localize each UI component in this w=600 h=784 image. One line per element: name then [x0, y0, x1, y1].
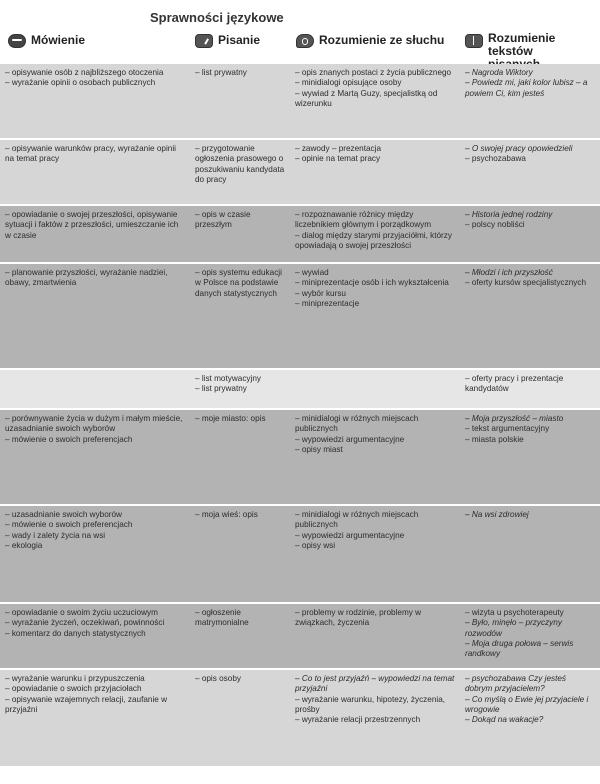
cell-listening — [295, 144, 457, 165]
cell-reading — [465, 144, 590, 165]
list-item: – opisy miast — [295, 444, 343, 454]
list-item: – opinie na temat pracy — [295, 154, 381, 164]
list-item: – wizyta u psychoterapeuty — [465, 608, 564, 617]
table-row — [0, 604, 600, 668]
list-item: – Dokąd na wakacje? — [465, 715, 544, 725]
cell-speaking — [5, 144, 183, 165]
table-row — [0, 206, 600, 262]
list-item: – wyrażanie warunku i przypuszczenia — [5, 674, 145, 683]
list-item: – mówienie o swoich preferencjach — [5, 434, 133, 444]
list-item: – rozpoznawanie różnicy między liczebnikiem głównym i porządkowym — [295, 210, 432, 230]
cell-writing — [195, 210, 285, 231]
book-reading-icon — [465, 34, 483, 48]
list-item: – planowanie przyszłości, wyrażanie nadziei, obawy, zmartwienia — [5, 268, 168, 288]
cell-speaking — [5, 210, 183, 241]
list-item: – opis osoby — [195, 674, 241, 683]
list-item: – oferty kursów specjalistycznych — [465, 278, 587, 288]
list-item: – Historia jednej rodziny — [465, 210, 553, 219]
cell-speaking — [5, 68, 183, 89]
header-speaking — [8, 30, 188, 64]
cell-writing — [195, 414, 285, 424]
list-item: – miniprezentacje osób i ich wykształcenia — [295, 278, 449, 288]
list-item: – Moja druga połowa – serwis randkowy — [465, 638, 574, 659]
list-item: – porównywanie życia w dużym i małym mieście, uzasadnianie swoich wyborów — [5, 414, 183, 434]
cell-listening — [295, 414, 457, 455]
cell-listening — [295, 68, 457, 109]
list-item: – opisywanie osób z najbliższego otoczenia — [5, 68, 164, 77]
list-item: – wyrażanie życzeń, oczekiwań, powinności — [5, 618, 165, 628]
cell-speaking — [5, 674, 183, 715]
list-item: – mówienie o swoich preferencjach — [5, 520, 133, 530]
cell-speaking — [5, 608, 183, 639]
table-row — [0, 670, 600, 766]
ear-listening-icon — [296, 34, 314, 48]
cell-writing — [195, 510, 285, 520]
cell-listening — [295, 210, 457, 251]
cell-speaking — [5, 510, 183, 551]
list-item: – opisywanie warunków pracy, wyrażanie opinii na temat pracy — [5, 144, 176, 164]
list-item: – Co myślą o Ewie jej przyjaciele i wrogowie — [465, 694, 589, 714]
table-row — [0, 506, 600, 602]
cell-reading — [465, 268, 590, 289]
list-item: – wybór kursu — [295, 288, 346, 298]
cell-speaking — [5, 414, 183, 445]
list-item: – ekologia — [5, 540, 43, 550]
list-item: – O swojej pracy opowiedzieli — [465, 144, 573, 153]
list-item: – minidialogi w różnych miejscach publicznych — [295, 510, 419, 530]
cell-reading — [465, 414, 590, 445]
header-writing-label: Pisanie — [218, 33, 261, 47]
list-item: – miniprezentacje — [295, 298, 360, 308]
list-item: – list motywacyjny — [195, 374, 261, 383]
list-item: – opisywanie wzajemnych relacji, zaufanie w przyjaźni — [5, 694, 168, 714]
cell-writing — [195, 374, 285, 395]
list-item: – list prywatny — [195, 68, 247, 77]
list-item: – Było, minęło – przyczyny rozwodów — [465, 618, 562, 638]
list-item: – Powiedz mi, jaki kolor lubisz – a powiem Ci, kim jesteś — [465, 78, 588, 98]
cell-listening — [295, 674, 457, 725]
cell-reading — [465, 210, 590, 231]
list-item: – moje miasto: opis — [195, 414, 266, 423]
mouth-icon — [8, 34, 26, 48]
list-item: – wyrażanie warunku, hipotezy, życzenia, prośby — [295, 694, 446, 714]
list-item: – wyrażanie relacji przestrzennych — [295, 715, 421, 725]
list-item: – tekst argumentacyjny — [465, 424, 550, 434]
list-item: – minidialogi opisujące osoby — [295, 78, 402, 88]
list-item: – wywiad — [295, 268, 329, 277]
cell-listening — [295, 608, 457, 629]
cell-reading — [465, 674, 590, 725]
list-item: – wywiad z Martą Guzy, specjalistką od wizerunku — [295, 88, 438, 108]
cell-reading — [465, 510, 590, 520]
list-item: – opis w czasie przeszłym — [195, 210, 251, 230]
header-listening — [296, 30, 461, 64]
list-item: – wyrażanie opinii o osobach publicznych — [5, 78, 156, 88]
table-row — [0, 64, 600, 138]
list-item: – polscy nobliści — [465, 220, 525, 230]
list-item: – minidialogi w różnych miejscach publicznych — [295, 414, 419, 434]
header-speaking-label: Mówienie — [31, 33, 86, 47]
page-title: Sprawności językowe — [150, 10, 284, 25]
cell-writing — [195, 674, 285, 684]
list-item: – wady i zalety życia na wsi — [5, 530, 106, 540]
header-listening-label: Rozumienie ze słuchu — [319, 33, 445, 47]
writing-hand-icon — [195, 34, 213, 48]
header-reading — [465, 30, 595, 64]
cell-reading — [465, 608, 590, 659]
list-item: – Co to jest przyjaźń – wypowiedzi na temat przyjaźni — [295, 674, 455, 694]
list-item: – opowiadanie o swojej przeszłości, opisywanie sytuacji i faktów z przeszłości, umieszczanie ich w czasie — [5, 210, 179, 240]
list-item: – opis systemu edukacji w Polsce na podstawie danych statystycznych — [195, 268, 282, 298]
list-item: – opis znanych postaci z życia publicznego — [295, 68, 452, 77]
list-item: – Młodzi i ich przyszłość — [465, 268, 553, 277]
list-item: – komentarz do danych statystycznych — [5, 628, 146, 638]
cell-listening — [295, 510, 457, 551]
list-item: – wypowiedzi argumentacyjne — [295, 434, 405, 444]
list-item: – oferty pracy i prezentacje kandydatów — [465, 374, 564, 394]
cell-reading — [465, 374, 590, 395]
list-item: – Nagroda Wiktory — [465, 68, 533, 77]
list-item: – opisy wsi — [295, 540, 336, 550]
column-headers — [0, 30, 600, 64]
cell-reading — [465, 68, 590, 99]
list-item: – list prywatny — [195, 384, 247, 394]
list-item: – wypowiedzi argumentacyjne — [295, 530, 405, 540]
list-item: – miasta polskie — [465, 434, 524, 444]
list-item: – psychozabawa Czy jesteś dobrym przyjacielem? — [465, 674, 567, 694]
cell-listening — [295, 268, 457, 309]
list-item: – dialog między starymi przyjaciółmi, którzy opowiadają o swojej przeszłości — [295, 230, 452, 250]
list-item: – ogłoszenie matrymonialne — [195, 608, 249, 628]
cell-writing — [195, 144, 285, 185]
list-item: – opowiadanie o swoich przyjaciołach — [5, 684, 142, 694]
list-item: – Na wsi zdrowiej — [465, 510, 529, 519]
table-row — [0, 410, 600, 504]
cell-writing — [195, 68, 285, 78]
list-item: – moja wieś: opis — [195, 510, 258, 519]
table-row — [0, 264, 600, 368]
list-item: – problemy w rodzinie, problemy w związkach, życzenia — [295, 608, 422, 628]
list-item: – uzasadnianie swoich wyborów — [5, 510, 122, 519]
list-item: – Moja przyszłość – miasto — [465, 414, 564, 423]
list-item: – przygotowanie ogłoszenia prasowego o poszukiwaniu kandydata do pracy — [195, 144, 285, 184]
table-row — [0, 370, 600, 408]
header-writing — [195, 30, 290, 64]
list-item: – zawody – prezentacja — [295, 144, 382, 153]
table-row — [0, 140, 600, 204]
list-item: – psychozabawa — [465, 154, 526, 164]
header-reading-label: Rozumienie tekstów — [488, 31, 556, 58]
list-item: – opowiadanie o swoim życiu uczuciowym — [5, 608, 158, 617]
cell-writing — [195, 608, 285, 629]
cell-speaking — [5, 268, 183, 289]
cell-writing — [195, 268, 285, 299]
